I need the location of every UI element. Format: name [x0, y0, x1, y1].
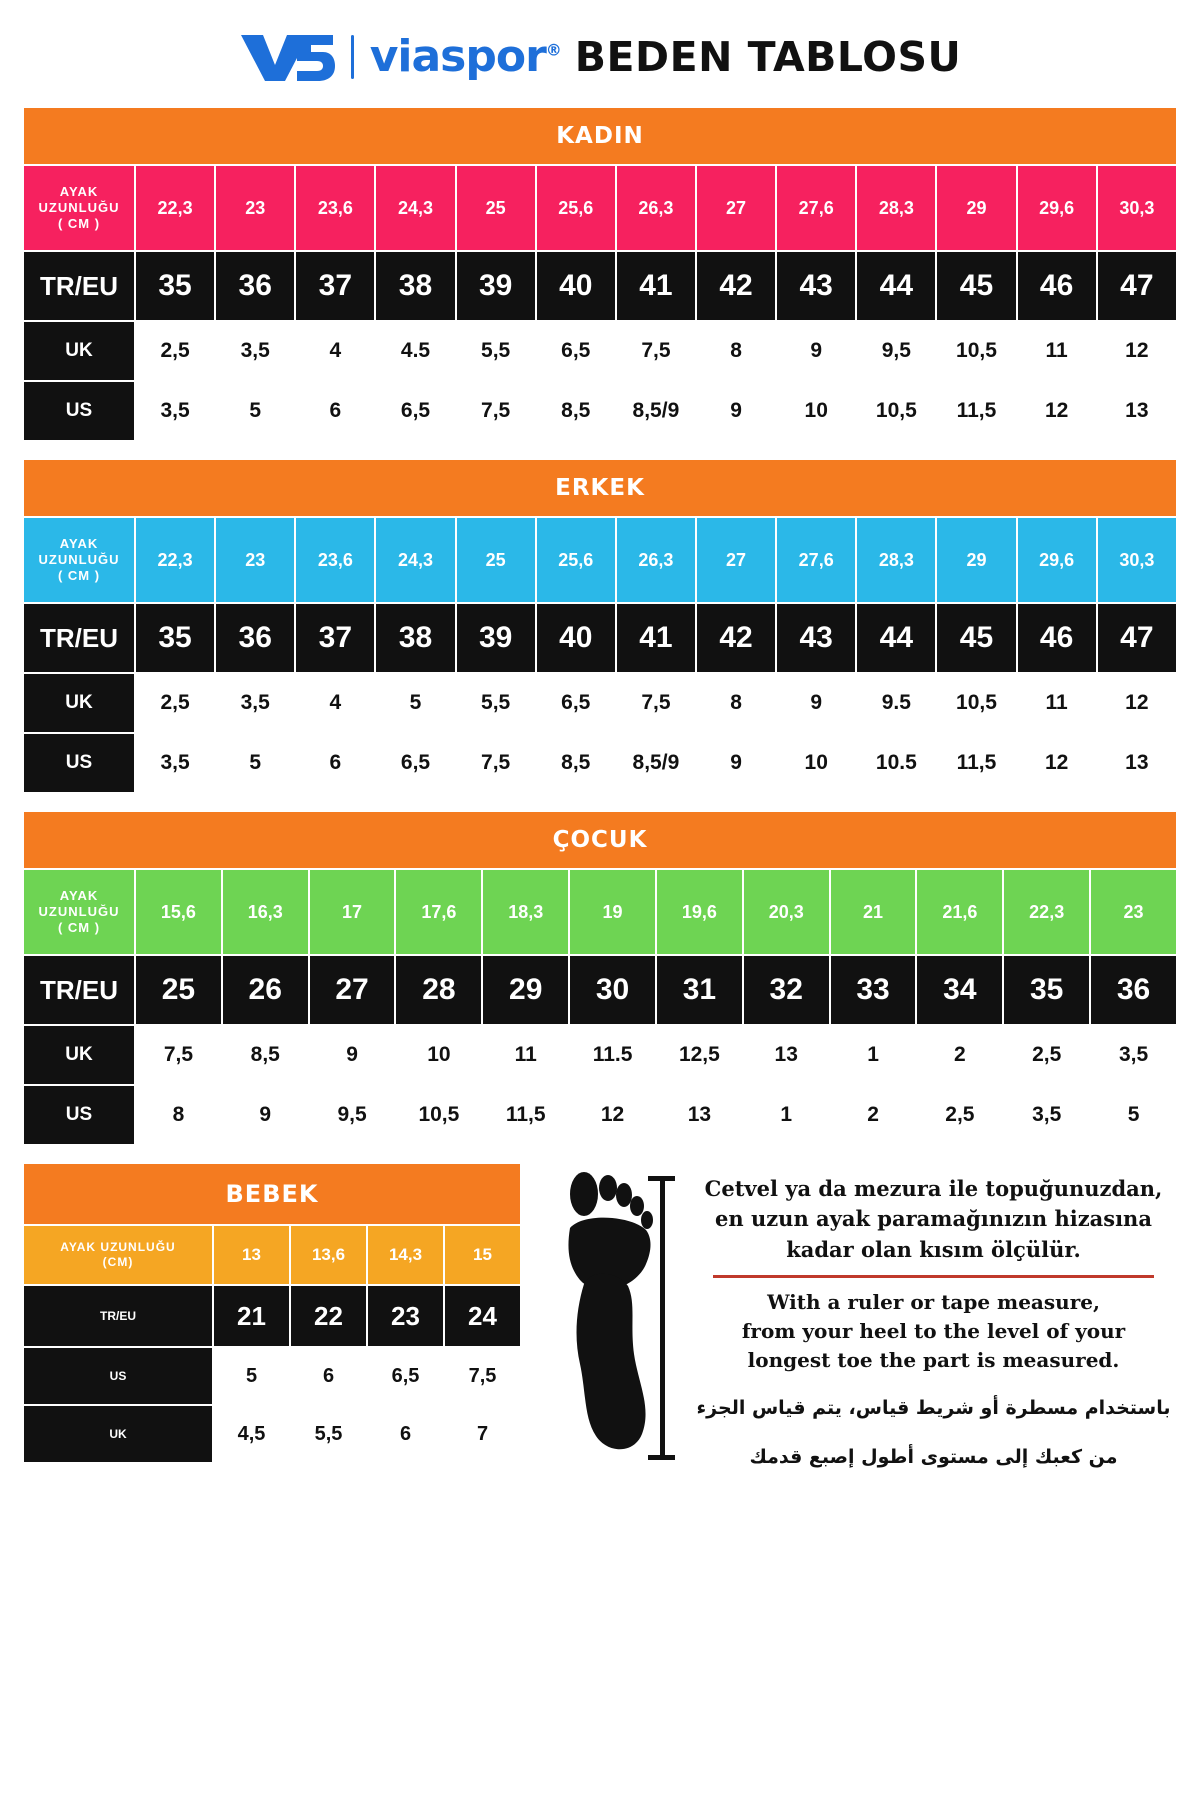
row-label-foot-length [23, 165, 135, 251]
row-label-line1: AYAK [59, 183, 99, 199]
footprint-icon [540, 1168, 675, 1468]
cell-uk: 11 [1017, 673, 1097, 733]
cell-length: 13 [213, 1225, 290, 1285]
section-cocuk [22, 810, 1178, 1146]
cell-length: 22,3 [135, 517, 215, 603]
section-banner-cocuk: ÇOCUK [23, 811, 1177, 869]
cell-length: 17,6 [395, 869, 482, 955]
cell-tr-eu: 25 [135, 955, 222, 1025]
row-label-tr-eu: TR/EU [23, 955, 135, 1025]
cell-tr-eu: 21 [213, 1285, 290, 1347]
row-label-line1: AYAK UZUNLUĞU [60, 1240, 176, 1254]
bottom-area [22, 1162, 1178, 1472]
row-label-uk: UK [23, 1025, 135, 1085]
cell-uk: 5,5 [456, 321, 536, 381]
cell-us: 10,5 [856, 381, 936, 441]
cell-tr-eu: 28 [395, 955, 482, 1025]
cell-us: 2,5 [916, 1085, 1003, 1145]
cell-tr-eu: 24 [444, 1285, 521, 1347]
cell-us: 6 [295, 733, 375, 793]
table-row [23, 1405, 521, 1463]
cell-tr-eu: 38 [375, 251, 455, 321]
cell-us: 13 [656, 1085, 743, 1145]
section-banner-bebek: BEBEK [23, 1163, 521, 1225]
cell-length: 29 [936, 517, 1016, 603]
table-row [23, 1285, 521, 1347]
cell-uk: 6,5 [536, 673, 616, 733]
cell-uk: 9,5 [856, 321, 936, 381]
row-label-us: US [23, 1085, 135, 1145]
cell-tr-eu: 42 [696, 603, 776, 673]
cell-tr-eu: 41 [616, 251, 696, 321]
cell-uk: 12,5 [656, 1025, 743, 1085]
cell-uk: 2 [916, 1025, 1003, 1085]
cell-length: 24,3 [375, 517, 455, 603]
cell-uk: 2,5 [135, 673, 215, 733]
table-kadin [22, 106, 1178, 442]
instruction-en-line1: With a ruler or tape measure, [767, 1290, 1100, 1315]
cell-tr-eu: 33 [830, 955, 917, 1025]
table-row [23, 1347, 521, 1405]
table-row [23, 869, 1177, 955]
cell-us: 8,5 [536, 381, 616, 441]
cell-uk: 9 [776, 321, 856, 381]
banner-row [23, 1163, 521, 1225]
cell-tr-eu: 47 [1097, 603, 1177, 673]
banner-row [23, 107, 1177, 165]
cell-length: 15 [444, 1225, 521, 1285]
instruction-tr-line3: kadar olan kısım ölçülür. [786, 1236, 1081, 1262]
foot-figure [540, 1168, 675, 1468]
instruction-ar-line2: من كعبك إلى مستوى أطول إصبع قدمك [749, 1445, 1118, 1468]
cell-length: 26,3 [616, 517, 696, 603]
viaspor-logo [239, 31, 561, 83]
table-row [23, 321, 1177, 381]
cell-uk: 4 [295, 673, 375, 733]
cell-length: 25,6 [536, 517, 616, 603]
cell-uk: 5,5 [290, 1405, 367, 1463]
cell-uk: 12 [1097, 321, 1177, 381]
cell-uk: 10,5 [936, 673, 1016, 733]
cell-tr-eu: 40 [536, 603, 616, 673]
cell-tr-eu: 43 [776, 251, 856, 321]
cell-us: 9 [696, 381, 776, 441]
cell-tr-eu: 45 [936, 603, 1016, 673]
row-label-us: US [23, 1347, 213, 1405]
cell-uk: 9.5 [856, 673, 936, 733]
cell-tr-eu: 35 [1003, 955, 1090, 1025]
table-bebek [22, 1162, 522, 1464]
logo-divider [351, 35, 354, 79]
table-erkek [22, 458, 1178, 794]
cell-uk: 3,5 [1090, 1025, 1177, 1085]
cell-us: 10,5 [395, 1085, 482, 1145]
cell-length: 29,6 [1017, 165, 1097, 251]
cell-us: 10 [776, 733, 856, 793]
logo-wordmark-text: viaspor [369, 31, 546, 82]
cell-us: 7,5 [456, 381, 536, 441]
cell-tr-eu: 41 [616, 603, 696, 673]
cell-us: 10.5 [856, 733, 936, 793]
cell-us: 7,5 [444, 1347, 521, 1405]
cell-us: 8,5/9 [616, 733, 696, 793]
table-row [23, 603, 1177, 673]
cell-us: 12 [1017, 733, 1097, 793]
table-row [23, 251, 1177, 321]
cell-length: 27,6 [776, 517, 856, 603]
cell-uk: 11 [1017, 321, 1097, 381]
cell-length: 23 [215, 517, 295, 603]
cell-tr-eu: 43 [776, 603, 856, 673]
table-row [23, 673, 1177, 733]
cell-tr-eu: 35 [135, 603, 215, 673]
cell-length: 27,6 [776, 165, 856, 251]
cell-us: 12 [1017, 381, 1097, 441]
cell-length: 18,3 [482, 869, 569, 955]
cell-length: 19,6 [656, 869, 743, 955]
cell-uk: 10 [395, 1025, 482, 1085]
row-label-line2: UZUNLUĞU [38, 199, 120, 215]
row-label-us: US [23, 733, 135, 793]
cell-us: 6 [295, 381, 375, 441]
cell-uk: 5 [375, 673, 455, 733]
cell-tr-eu: 46 [1017, 251, 1097, 321]
row-label-foot-length [23, 517, 135, 603]
instruction-tr-line1: Cetvel ya da mezura ile topuğunuzdan, [704, 1176, 1163, 1201]
cell-uk: 2,5 [135, 321, 215, 381]
cell-uk: 6,5 [536, 321, 616, 381]
cell-tr-eu: 44 [856, 251, 936, 321]
cell-us: 6,5 [367, 1347, 444, 1405]
table-row [23, 955, 1177, 1025]
cell-tr-eu: 37 [295, 603, 375, 673]
cell-us: 5 [213, 1347, 290, 1405]
cell-tr-eu: 26 [222, 955, 309, 1025]
cell-us: 3,5 [1003, 1085, 1090, 1145]
cell-uk: 2,5 [1003, 1025, 1090, 1085]
cell-tr-eu: 37 [295, 251, 375, 321]
cell-uk: 7,5 [135, 1025, 222, 1085]
cell-tr-eu: 36 [215, 603, 295, 673]
cell-length: 17 [309, 869, 396, 955]
cell-tr-eu: 46 [1017, 603, 1097, 673]
row-label-foot-length [23, 1225, 213, 1285]
cell-us: 11,5 [482, 1085, 569, 1145]
cell-us: 5 [215, 733, 295, 793]
cell-length: 13,6 [290, 1225, 367, 1285]
page-header [22, 18, 1178, 96]
cell-length: 27 [696, 517, 776, 603]
cell-length: 30,3 [1097, 517, 1177, 603]
cell-uk: 5,5 [456, 673, 536, 733]
cell-tr-eu: 27 [309, 955, 396, 1025]
section-kadin [22, 106, 1178, 442]
cell-uk: 4.5 [375, 321, 455, 381]
cell-length: 19 [569, 869, 656, 955]
cell-tr-eu: 40 [536, 251, 616, 321]
cell-length: 26,3 [616, 165, 696, 251]
cell-us: 3,5 [135, 733, 215, 793]
cell-tr-eu: 44 [856, 603, 936, 673]
banner-row [23, 811, 1177, 869]
cell-length: 14,3 [367, 1225, 444, 1285]
cell-us: 9 [696, 733, 776, 793]
cell-uk: 8 [696, 321, 776, 381]
row-label-line3: ( CM ) [57, 920, 101, 936]
row-label-uk: UK [23, 1405, 213, 1463]
cell-length: 28,3 [856, 517, 936, 603]
table-row [23, 733, 1177, 793]
cell-length: 29 [936, 165, 1016, 251]
instruction-ar-line1: باستخدام مسطرة أو شريط قياس، يتم قياس الجزء [696, 1397, 1171, 1420]
cell-us: 6,5 [375, 733, 455, 793]
banner-row [23, 459, 1177, 517]
cell-length: 23 [215, 165, 295, 251]
cell-uk: 11.5 [569, 1025, 656, 1085]
cell-us: 13 [1097, 381, 1177, 441]
cell-tr-eu: 32 [743, 955, 830, 1025]
cell-tr-eu: 45 [936, 251, 1016, 321]
cell-tr-eu: 36 [215, 251, 295, 321]
cell-tr-eu: 35 [135, 251, 215, 321]
cell-us: 7,5 [456, 733, 536, 793]
row-label-line2: (CM) [102, 1255, 134, 1269]
row-label-uk: UK [23, 673, 135, 733]
cell-uk: 6 [367, 1405, 444, 1463]
cell-tr-eu: 31 [656, 955, 743, 1025]
cell-us: 8,5/9 [616, 381, 696, 441]
row-label-uk: UK [23, 321, 135, 381]
cell-length: 22,3 [135, 165, 215, 251]
cell-tr-eu: 22 [290, 1285, 367, 1347]
cell-us: 3,5 [135, 381, 215, 441]
cell-tr-eu: 23 [367, 1285, 444, 1347]
row-label-line3: ( CM ) [57, 216, 101, 232]
section-erkek [22, 458, 1178, 794]
table-row [23, 1025, 1177, 1085]
cell-length: 21,6 [916, 869, 1003, 955]
cell-uk: 7,5 [616, 321, 696, 381]
cell-length: 20,3 [743, 869, 830, 955]
cell-us: 11,5 [936, 733, 1016, 793]
divider [713, 1275, 1154, 1278]
cell-tr-eu: 36 [1090, 955, 1177, 1025]
cell-tr-eu: 39 [456, 251, 536, 321]
cell-us: 9,5 [309, 1085, 396, 1145]
cell-length: 16,3 [222, 869, 309, 955]
cell-length: 25 [456, 517, 536, 603]
cell-us: 6,5 [375, 381, 455, 441]
cell-length: 15,6 [135, 869, 222, 955]
cell-us: 8,5 [536, 733, 616, 793]
section-banner-erkek: ERKEK [23, 459, 1177, 517]
table-row [23, 1225, 521, 1285]
cell-us: 2 [830, 1085, 917, 1145]
cell-us: 10 [776, 381, 856, 441]
cell-us: 5 [1090, 1085, 1177, 1145]
cell-uk: 3,5 [215, 321, 295, 381]
cell-uk: 13 [743, 1025, 830, 1085]
row-label-tr-eu: TR/EU [23, 603, 135, 673]
row-label-line2: UZUNLUĞU [38, 551, 120, 567]
cell-tr-eu: 42 [696, 251, 776, 321]
table-row [23, 1085, 1177, 1145]
cell-us: 5 [215, 381, 295, 441]
section-banner-kadin: KADIN [23, 107, 1177, 165]
table-row [23, 517, 1177, 603]
cell-uk: 9 [309, 1025, 396, 1085]
row-label-line2: UZUNLUĞU [38, 903, 120, 919]
row-label-line3: ( CM ) [57, 568, 101, 584]
cell-length: 30,3 [1097, 165, 1177, 251]
cell-uk: 10,5 [936, 321, 1016, 381]
instruction-en-line3: longest toe the part is measured. [747, 1348, 1120, 1373]
cell-length: 29,6 [1017, 517, 1097, 603]
cell-us: 9 [222, 1085, 309, 1145]
cell-us: 8 [135, 1085, 222, 1145]
measuring-guide [540, 1162, 1178, 1472]
cell-tr-eu: 34 [916, 955, 1003, 1025]
instruction-tr-line2: en uzun ayak paramağınızın hizasına [715, 1206, 1152, 1232]
logo-registered-mark: ® [545, 40, 561, 60]
table-row [23, 381, 1177, 441]
cell-tr-eu: 39 [456, 603, 536, 673]
cell-length: 21 [830, 869, 917, 955]
v5-logo-icon [239, 31, 335, 83]
cell-length: 22,3 [1003, 869, 1090, 955]
instructions-block [689, 1168, 1178, 1472]
cell-length: 23,6 [295, 517, 375, 603]
logo-wordmark [369, 31, 561, 82]
cell-uk: 7,5 [616, 673, 696, 733]
cell-uk: 11 [482, 1025, 569, 1085]
cell-tr-eu: 29 [482, 955, 569, 1025]
instruction-en-line2: from your heel to the level of your [741, 1319, 1126, 1344]
cell-uk: 7 [444, 1405, 521, 1463]
cell-us: 12 [569, 1085, 656, 1145]
cell-length: 27 [696, 165, 776, 251]
section-bebek [22, 1162, 522, 1464]
cell-tr-eu: 47 [1097, 251, 1177, 321]
cell-length: 24,3 [375, 165, 455, 251]
cell-uk: 12 [1097, 673, 1177, 733]
table-row [23, 165, 1177, 251]
cell-uk: 4 [295, 321, 375, 381]
cell-length: 23,6 [295, 165, 375, 251]
cell-uk: 8 [696, 673, 776, 733]
cell-tr-eu: 38 [375, 603, 455, 673]
cell-length: 25 [456, 165, 536, 251]
table-cocuk [22, 810, 1178, 1146]
cell-length: 25,6 [536, 165, 616, 251]
cell-uk: 3,5 [215, 673, 295, 733]
cell-us: 11,5 [936, 381, 1016, 441]
row-label-tr-eu: TR/EU [23, 1285, 213, 1347]
row-label-tr-eu: TR/EU [23, 251, 135, 321]
cell-uk: 1 [830, 1025, 917, 1085]
row-label-line1: AYAK [59, 535, 99, 551]
cell-uk: 4,5 [213, 1405, 290, 1463]
cell-us: 13 [1097, 733, 1177, 793]
cell-uk: 9 [776, 673, 856, 733]
cell-us: 1 [743, 1085, 830, 1145]
cell-uk: 8,5 [222, 1025, 309, 1085]
cell-tr-eu: 30 [569, 955, 656, 1025]
cell-us: 6 [290, 1347, 367, 1405]
cell-length: 28,3 [856, 165, 936, 251]
row-label-foot-length [23, 869, 135, 955]
cell-length: 23 [1090, 869, 1177, 955]
page-title: BEDEN TABLOSU [574, 33, 962, 81]
row-label-us: US [23, 381, 135, 441]
row-label-line1: AYAK [59, 887, 99, 903]
